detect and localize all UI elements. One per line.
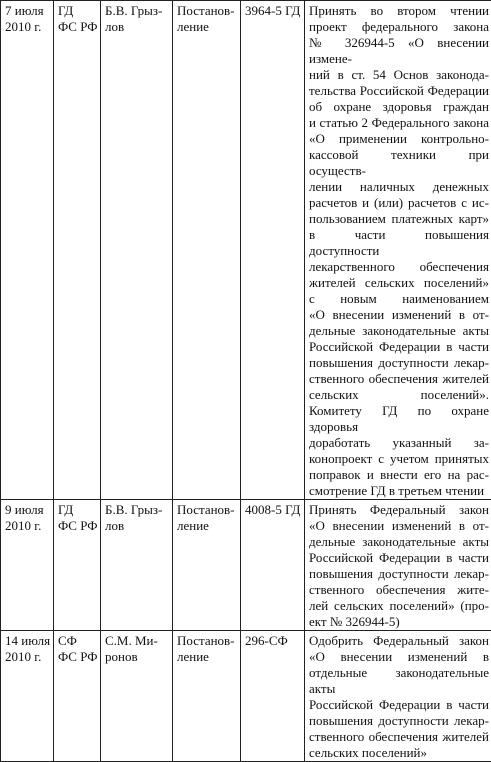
content-line: ственного обеспечения жите-	[309, 582, 489, 598]
content-line: ственного обеспечения жителей	[309, 371, 489, 387]
cell-line: 7 июля	[5, 3, 50, 19]
content-cell	[305, 500, 491, 631]
doc-number-cell	[241, 631, 305, 762]
content-line: Российской Федерации в части	[309, 339, 489, 355]
content-line: Российской Федерации в части	[309, 697, 489, 713]
organ-cell	[54, 1, 101, 500]
content-line: кассовой техники при осуществ-	[309, 147, 489, 179]
content-line: Российской Федерации в части	[309, 550, 489, 566]
cell-line: ление	[177, 649, 237, 665]
content-line: с новым наименованием	[309, 291, 489, 307]
cell-line: Постанов-	[177, 3, 237, 19]
content-line: Принять Федеральный закон	[309, 502, 489, 518]
content-line: повышения доступности лекар-	[309, 566, 489, 582]
content-line: проект федерального закона	[309, 19, 489, 35]
content-line: расчетов и (или) расчетов с ис-	[309, 195, 489, 211]
date-cell	[1, 1, 54, 500]
content-line: сельских поселений».	[309, 387, 489, 403]
cell-line: 9 июля	[5, 502, 50, 518]
cell-line: ление	[177, 518, 237, 534]
organ-cell	[54, 500, 101, 631]
content-line: лей сельских поселений» (про-	[309, 598, 489, 614]
content-line: повышения доступности лекар-	[309, 355, 489, 371]
content-line: «О внесении изменений в	[309, 649, 489, 665]
content-line: Принять во втором чтении	[309, 3, 489, 19]
content-line: дельные законодательные акты	[309, 323, 489, 339]
content-line: ний в ст. 54 Основ законода-	[309, 67, 489, 83]
content-line: смотрение ГД в третьем чтении	[309, 483, 489, 499]
cell-line: 2010 г.	[5, 19, 50, 35]
table-row	[1, 1, 491, 500]
content-line: «О внесении изменений в от-	[309, 307, 489, 323]
cell-line: Б.В. Грыз-	[105, 3, 169, 19]
cell-line: 3964-5 ГД	[245, 3, 301, 19]
cell-line: ление	[177, 19, 237, 35]
date-cell	[1, 631, 54, 762]
cell-line: 14 июля	[5, 633, 50, 649]
signatory-cell	[101, 500, 173, 631]
content-cell	[305, 631, 491, 762]
content-line: сельских поселений»	[309, 745, 489, 761]
content-line: № 326944-5 «О внесении измене-	[309, 35, 489, 67]
content-line: Комитету ГД по охране здоровья	[309, 403, 489, 435]
content-line: отдельные законодательные акты	[309, 665, 489, 697]
content-line: Одобрить Федеральный закон	[309, 633, 489, 649]
cell-line: лов	[105, 19, 169, 35]
content-line: ственного обеспечения жителей	[309, 729, 489, 745]
cell-line: ронов	[105, 649, 169, 665]
content-line: лении наличных денежных	[309, 179, 489, 195]
doc-type-cell	[173, 1, 241, 500]
content-line: дельные законодательные акты	[309, 534, 489, 550]
signatory-cell	[101, 631, 173, 762]
cell-line: СФ	[58, 633, 97, 649]
content-line: жителей сельских поселений»	[309, 275, 489, 291]
doc-type-cell	[173, 631, 241, 762]
cell-line: Постанов-	[177, 633, 237, 649]
content-cell	[305, 1, 491, 500]
cell-line: лов	[105, 518, 169, 534]
content-line: лекарственного обеспечения	[309, 259, 489, 275]
content-line: и статью 2 Федерального закона	[309, 115, 489, 131]
doc-number-cell	[241, 1, 305, 500]
doc-type-cell	[173, 500, 241, 631]
doc-number-cell	[241, 500, 305, 631]
content-line: конопроект с учетом принятых	[309, 451, 489, 467]
content-line: доработать указанный за-	[309, 435, 489, 451]
table-row	[1, 631, 491, 762]
cell-line: 4008-5 ГД	[245, 502, 301, 518]
cell-line: ГД	[58, 3, 97, 19]
signatory-cell	[101, 1, 173, 500]
content-line: ект № 326944-5)	[309, 614, 489, 630]
cell-line: ФС РФ	[58, 649, 97, 665]
cell-line: 296-СФ	[245, 633, 301, 649]
cell-line: ФС РФ	[58, 19, 97, 35]
cell-line: ГД	[58, 502, 97, 518]
table-row	[1, 500, 491, 631]
content-line: повышения доступности лекар-	[309, 713, 489, 729]
cell-line: 2010 г.	[5, 518, 50, 534]
cell-line: Б.В. Грыз-	[105, 502, 169, 518]
date-cell	[1, 500, 54, 631]
organ-cell	[54, 631, 101, 762]
content-line: тельства Российской Федерации	[309, 83, 489, 99]
cell-line: С.М. Ми-	[105, 633, 169, 649]
content-line: «О применении контрольно-	[309, 131, 489, 147]
content-line: в части повышения доступности	[309, 227, 489, 259]
cell-line: Постанов-	[177, 502, 237, 518]
content-line: «О внесении изменений в от-	[309, 518, 489, 534]
table-body	[1, 1, 491, 762]
content-line: об охране здоровья граждан	[309, 99, 489, 115]
cell-line: ФС РФ	[58, 518, 97, 534]
cell-line: 2010 г.	[5, 649, 50, 665]
content-line: поправок и внести его на рас-	[309, 467, 489, 483]
content-line: пользованием платежных карт»	[309, 211, 489, 227]
